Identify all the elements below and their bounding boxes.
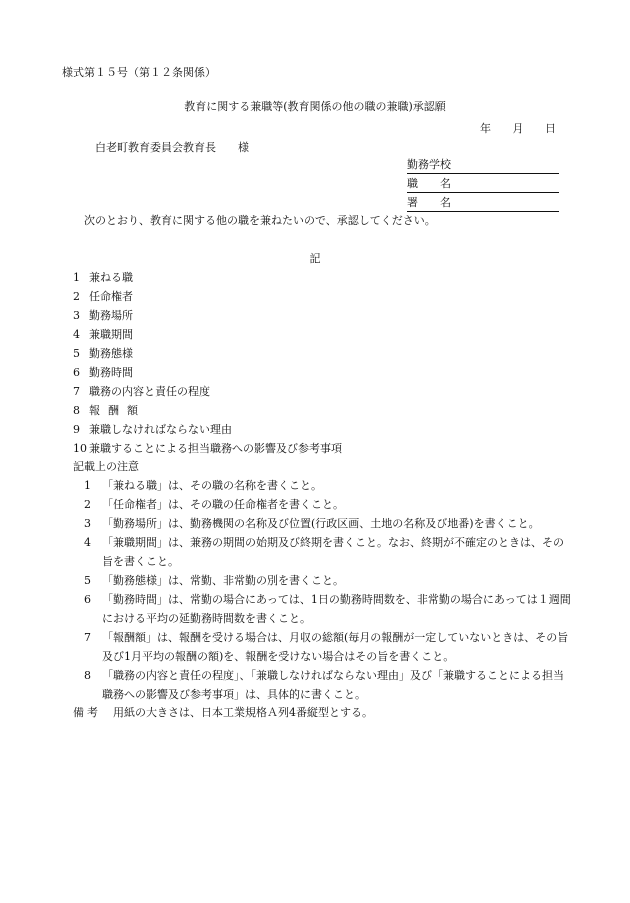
note-number: 8	[84, 669, 91, 682]
note-item	[84, 628, 574, 666]
item-label: 勤務場所	[89, 309, 133, 322]
note-number: 5	[84, 574, 91, 587]
note-number: 4	[84, 536, 91, 549]
note-item	[84, 495, 574, 514]
date-line	[480, 120, 564, 136]
note-item	[84, 533, 574, 571]
note-number: 6	[84, 593, 91, 606]
request-text: 次のとおり、教育に関する他の職を兼ねたいので、承認してください。	[84, 214, 436, 227]
note-item	[84, 476, 574, 495]
signature-school-field: 勤務学校	[407, 156, 559, 174]
item-number: 6	[73, 366, 80, 379]
list-item	[73, 306, 342, 325]
item-label: 兼職しなければならない理由	[89, 423, 232, 436]
addressee-name: 白老町教育委員会教育長	[95, 141, 216, 154]
document-title: 教育に関する兼職等(教育関係の他の職の兼職)承認願	[184, 100, 446, 113]
note-number: 1	[84, 479, 91, 492]
note-text: 「報酬額」は、報酬を受ける場合は、月収の総額(毎月の報酬が一定していないときは、その旨及び1月平均の報酬の額)を、報酬を受けない場合はその旨を書くこと。	[102, 631, 569, 663]
signature-position-field: 職 名	[407, 175, 559, 193]
note-text: 「勤務場所」は、勤務機関の名称及び位置(行政区画、土地の名称及び地番)を書くこと。	[102, 517, 540, 530]
remark	[73, 704, 373, 720]
item-label: 兼ねる職	[89, 271, 133, 284]
list-item	[73, 268, 342, 287]
date-year: 年	[480, 122, 491, 135]
item-label: 勤務態様	[89, 347, 133, 360]
list-item	[73, 363, 342, 382]
date-day: 日	[545, 122, 556, 135]
note-text: 「兼ねる職」は、その職の名称を書くこと。	[102, 479, 322, 492]
list-item	[73, 287, 342, 306]
item-number: 5	[73, 347, 80, 360]
item-number: 2	[73, 290, 80, 303]
item-label: 任命権者	[89, 290, 133, 303]
note-text: 「勤務時間」は、常勤の場合にあっては、1日の勤務時間数を、非常勤の場合にあっては１週間における平均の延勤務時間数を書くこと。	[102, 593, 571, 625]
addressee-honorific: 様	[238, 141, 249, 154]
item-list	[73, 268, 342, 458]
note-item	[84, 666, 574, 704]
note-text: 「任命権者」は、その職の任命権者を書くこと。	[102, 498, 344, 511]
list-item	[73, 401, 342, 420]
item-number: 10	[73, 442, 87, 455]
list-item	[73, 325, 342, 344]
notes-list	[84, 476, 574, 704]
item-number: 7	[73, 385, 80, 398]
signature-name-field: 署 名	[407, 194, 559, 212]
form-number: 様式第１５号（第１２条関係）	[62, 66, 216, 79]
note-number: 7	[84, 631, 91, 644]
remark-text: 用紙の大きさは、日本工業規格Ａ列4番縦型とする。	[113, 706, 373, 719]
item-number: 3	[73, 309, 80, 322]
list-item	[73, 439, 342, 458]
item-label: 勤務時間	[89, 366, 133, 379]
notes-heading: 記載上の注意	[73, 460, 139, 473]
note-text: 「兼職期間」は、兼務の期間の始期及び終期を書くこと。なお、終期が不確定のときは、その旨を書くこと。	[102, 536, 564, 568]
item-number: 9	[73, 423, 80, 436]
item-number: 4	[73, 328, 80, 341]
remark-label: 備考	[73, 706, 101, 719]
note-item	[84, 514, 574, 533]
note-number: 2	[84, 498, 91, 511]
item-label: 報酬額	[89, 404, 146, 417]
note-item	[84, 590, 574, 628]
item-number: 1	[73, 271, 80, 284]
item-label: 兼職期間	[89, 328, 133, 341]
ki-heading: 記	[309, 252, 321, 265]
item-label: 職務の内容と責任の程度	[89, 385, 210, 398]
note-number: 3	[84, 517, 91, 530]
note-text: 「職務の内容と責任の程度」、「兼職しなければならない理由」及び「兼職することによる担当職務への影響及び参考事項」は、具体的に書くこと。	[102, 669, 564, 701]
list-item	[73, 420, 342, 439]
item-number: 8	[73, 404, 80, 417]
note-text: 「勤務態様」は、常勤、非常勤の別を書くこと。	[102, 574, 344, 587]
list-item	[73, 344, 342, 363]
date-month: 月	[512, 122, 524, 135]
addressee	[95, 139, 249, 155]
item-label: 兼職することによる担当職務への影響及び参考事項	[89, 442, 342, 455]
note-item	[84, 571, 574, 590]
list-item	[73, 382, 342, 401]
